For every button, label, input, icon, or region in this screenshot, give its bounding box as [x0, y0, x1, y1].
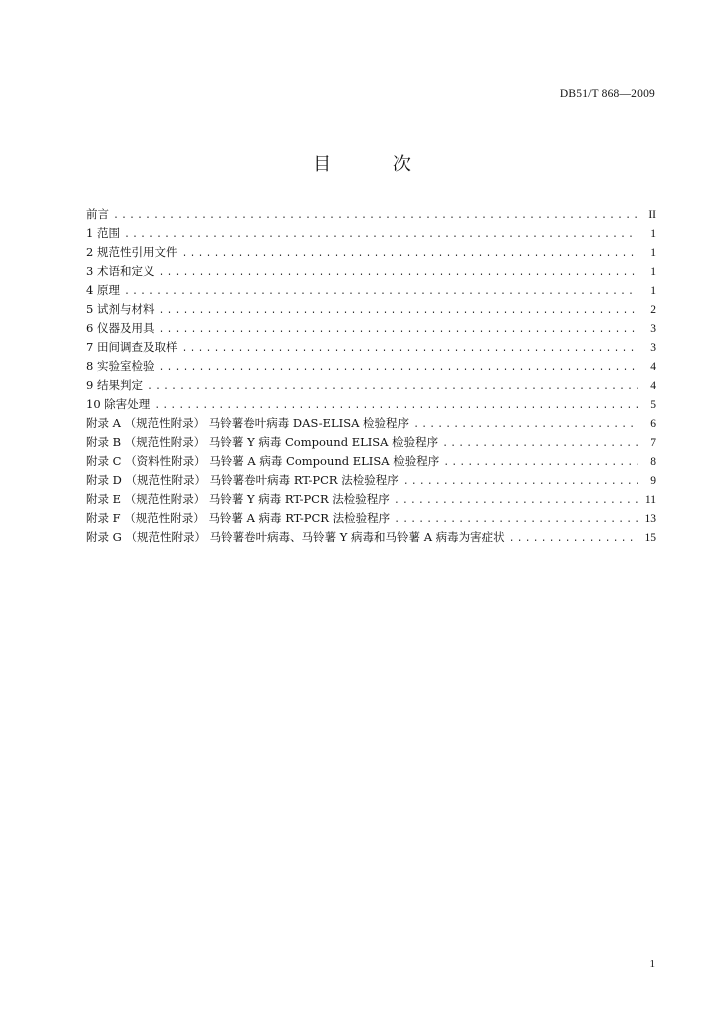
toc-entry-label: 6 仪器及用具 — [86, 321, 155, 335]
toc-entry-label: 9 结果判定 — [86, 378, 143, 392]
toc-leader-dots — [442, 435, 638, 454]
toc-leader-dots — [394, 492, 638, 511]
toc-leader-dots — [147, 378, 638, 397]
toc-leader-dots — [113, 207, 638, 226]
toc-entry-appendix-g[interactable] — [86, 528, 656, 547]
toc-entry-page: 6 — [650, 418, 656, 430]
toc-entry-page: 3 — [650, 323, 656, 335]
toc-entry-5[interactable] — [86, 300, 656, 319]
toc-entry-preface[interactable] — [86, 205, 656, 224]
toc-entry-2[interactable] — [86, 243, 656, 262]
toc-entry-label: 3 术语和定义 — [86, 264, 155, 278]
toc-entry-page: 13 — [644, 513, 656, 525]
toc-entry-appendix-f[interactable] — [86, 509, 656, 528]
toc-entry-4[interactable] — [86, 281, 656, 300]
toc-leader-dots — [181, 340, 638, 359]
toc-entry-page: 5 — [650, 399, 656, 411]
toc-entry-label: 前言 — [86, 207, 109, 221]
toc-entry-label: 8 实验室检验 — [86, 359, 155, 373]
toc-leader-dots — [158, 302, 638, 321]
toc-entry-10[interactable] — [86, 395, 656, 414]
toc-entry-label: 附录 F （规范性附录） 马铃薯 A 病毒 RT-PCR 法检验程序 — [86, 511, 391, 525]
document-code: DB51/T 868—2009 — [559, 88, 655, 100]
toc-entry-label: 5 试剂与材料 — [86, 302, 155, 316]
toc-entry-1[interactable] — [86, 224, 656, 243]
toc-entry-label: 附录 A （规范性附录） 马铃薯卷叶病毒 DAS-ELISA 检验程序 — [86, 416, 410, 430]
toc-leader-dots — [443, 454, 638, 473]
toc-leader-dots — [158, 359, 638, 378]
toc-entry-page: 1 — [650, 285, 656, 297]
toc-entry-page: 7 — [650, 437, 656, 449]
toc-entry-8[interactable] — [86, 357, 656, 376]
toc-leader-dots — [124, 226, 638, 245]
toc-entry-label: 附录 E （规范性附录） 马铃薯 Y 病毒 RT-PCR 法检验程序 — [86, 492, 390, 506]
toc-entry-9[interactable] — [86, 376, 656, 395]
page-number: 1 — [649, 958, 655, 970]
toc-entry-appendix-c[interactable] — [86, 452, 656, 471]
toc-entry-page: 9 — [650, 475, 656, 487]
page-title: 目 次 — [313, 154, 439, 175]
toc-entry-label: 10 除害处理 — [86, 397, 151, 411]
toc-entry-page: 1 — [650, 266, 656, 278]
toc-entry-appendix-a[interactable] — [86, 414, 656, 433]
toc-leader-dots — [413, 416, 638, 435]
toc-entry-6[interactable] — [86, 319, 656, 338]
toc-entry-page: 4 — [650, 380, 656, 392]
toc-entry-appendix-d[interactable] — [86, 471, 656, 490]
toc-entry-label: 附录 C （资料性附录） 马铃薯 A 病毒 Compound ELISA 检验程序 — [86, 454, 440, 468]
toc-entry-appendix-e[interactable] — [86, 490, 656, 509]
toc-entry-page: 15 — [644, 532, 656, 544]
toc-entry-3[interactable] — [86, 262, 656, 281]
toc-entry-page: 1 — [650, 247, 656, 259]
toc-leader-dots — [124, 283, 638, 302]
toc-leader-dots — [158, 264, 638, 283]
toc-entry-label: 2 规范性引用文件 — [86, 245, 178, 259]
toc-entry-label: 附录 D （规范性附录） 马铃薯卷叶病毒 RT-PCR 法检验程序 — [86, 473, 399, 487]
toc-entry-page: 11 — [644, 494, 656, 506]
toc-entry-page: 1 — [650, 228, 656, 240]
toc-entry-label: 4 原理 — [86, 283, 120, 297]
toc-entry-label: 附录 G （规范性附录） 马铃薯卷叶病毒、马铃薯 Y 病毒和马铃薯 A 病毒为害症状 — [86, 530, 505, 544]
toc-leader-dots — [509, 530, 638, 549]
toc-leader-dots — [158, 321, 638, 340]
toc-leader-dots — [403, 473, 638, 492]
toc-entry-label: 1 范围 — [86, 226, 120, 240]
toc-entry-page: 2 — [650, 304, 656, 316]
toc-entry-label: 7 田间调查及取样 — [86, 340, 178, 354]
toc-entry-7[interactable] — [86, 338, 656, 357]
toc-leader-dots — [181, 245, 638, 264]
toc-entry-page: II — [648, 209, 656, 221]
toc-entry-label: 附录 B （规范性附录） 马铃薯 Y 病毒 Compound ELISA 检验程序 — [86, 435, 439, 449]
table-of-contents — [86, 205, 656, 547]
toc-entry-page: 4 — [650, 361, 656, 373]
toc-entry-appendix-b[interactable] — [86, 433, 656, 452]
toc-entry-page: 8 — [650, 456, 656, 468]
toc-entry-page: 3 — [650, 342, 656, 354]
